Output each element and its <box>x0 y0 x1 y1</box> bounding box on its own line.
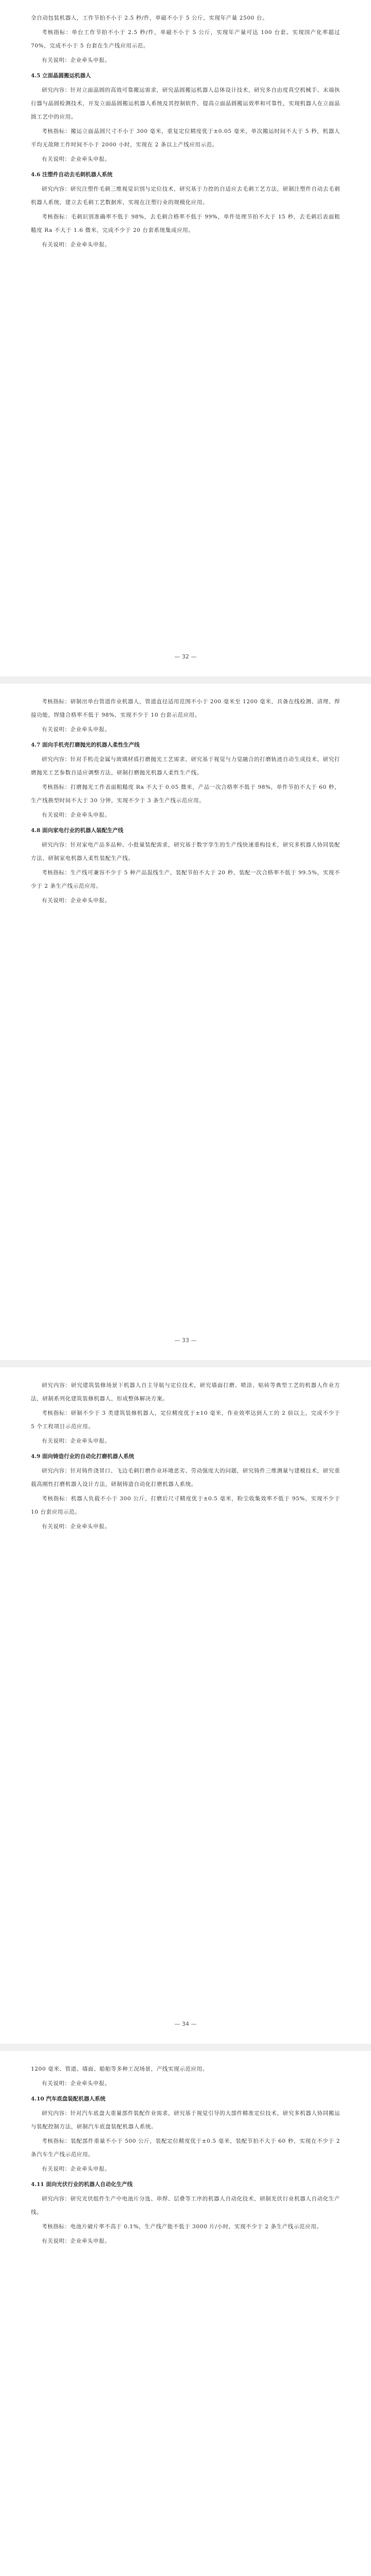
page-number: — 32 — <box>174 653 197 660</box>
page-body <box>31 695 340 908</box>
paragraph: 研究内容：研究注塑件毛刺三维视觉识别与定位技术，研究基于力控的自适应去毛刺工艺方法，研制注塑件自动去毛刺机器人系统，建立去毛刺工艺数据库，实现在注塑行业的规模化应用。 <box>31 186 340 206</box>
paragraph: 有关说明：企业牵头申报。 <box>42 1523 111 1530</box>
paragraph: 有关说明：企业牵头申报。 <box>42 1438 111 1444</box>
paragraph: 考核指标：打磨抛光工件表面粗糙度 Ra 不大于 0.05 微米，产品一次合格率不低于 98%，单件节拍不大于 60 秒，生产线换型时间不大于 30 分钟，实现不少于 3 条生产线示范应用。 <box>31 784 340 804</box>
paragraph: 考核指标：毛刺识别准确率不低于 98%，去毛刺合格率不低于 99%，单件处理节拍不大于 15 秒，去毛刺后表面粗糙度 Ra 不大于 1.6 微米，完成不少于 20 台套系统集成应用。 <box>31 214 340 233</box>
paragraph: 有关说明：企业牵头申报。 <box>42 2166 111 2172</box>
paragraph: 1200 毫米、管道、墙面、船舶等多种工况场景，产线实现示范应用。 <box>31 2066 208 2072</box>
section-heading: 4.11 面向光伏行业的机器人自动化生产线 <box>31 2181 133 2188</box>
page-body <box>31 1379 340 1534</box>
paragraph: 研究内容：针对汽车底盘大重量部件装配作业需求，研究基于视觉引导的大部件精准定位技术，研究多机器人协同搬运与装配控制方法，研制汽车底盘装配机器人系统。 <box>31 2110 340 2130</box>
document-page <box>0 2051 371 2576</box>
paragraph: 考核指标：装配部件重量不小于 500 公斤，装配定位精度优于±0.5 毫米，装配节拍不大于 60 秒，实现在不少于 2 条汽车生产线示范应用。 <box>31 2138 340 2158</box>
paragraph: 有关说明：企业牵头申报。 <box>42 57 111 63</box>
section-heading: 4.10 汽车底盘装配机器人系统 <box>31 2096 106 2102</box>
paragraph: 研究内容：针对立面晶圆的高效可靠搬运需求，研究晶圆搬运机器人总体设计技术，研究多自由度真空机械手、末端执行器与晶圆检测技术，开发立面晶圆搬运机器人系统及其控制软件，提高立面晶圆搬运效率和可靠性，实现机器人在立面晶圆工艺中的应用。 <box>31 87 340 120</box>
paragraph: 考核指标：电池片破片率不高于 0.1%，生产线产能不低于 3000 片/小时，实现不少于 2 条生产线示范应用。 <box>42 2224 323 2230</box>
page-number: — 34 — <box>174 2021 197 2027</box>
paragraph: 研究内容：针对铸件浇冒口、飞边毛刺打磨作业环境恶劣、劳动强度大的问题，研究铸件三维测量与建模技术，研究重载高刚性打磨机器人设计方法，研制铸造自动化打磨机器人系统。 <box>31 1468 340 1487</box>
paragraph: 考核指标：生产线可兼容不少于 5 种产品混线生产，装配节拍不大于 20 秒，装配一次合格率不低于 99.5%，实现不少于 2 条生产线示范应用。 <box>31 870 340 889</box>
section-heading: 4.9 面向铸造行业的自动化打磨机器人系统 <box>31 1453 134 1460</box>
section-heading: 4.6 注塑件自动去毛刺机器人系统 <box>31 172 113 178</box>
paragraph: 有关说明：企业牵头申报。 <box>42 242 111 248</box>
section-heading: 4.7 面向手机壳打磨抛光的机器人柔性生产线 <box>31 742 140 748</box>
section-heading: 4.5 立面晶圆搬运机器人 <box>31 73 91 79</box>
paragraph: 有关说明：企业牵头申报。 <box>42 156 111 162</box>
paragraph: 考核指标：搬运立面晶圆尺寸不小于 300 毫米，重复定位精度优于±0.05 毫米，单次搬运时间不大于 5 秒，机器人平均无故障工作时间不小于 2000 小时，实现在 2 条以上产线应用示范。 <box>31 128 340 148</box>
document-page <box>0 684 371 1367</box>
paragraph: 研究内容：研究建筑装修场景下机器人自主导航与定位技术，研究墙面打磨、喷涂、贴砖等典型工艺的机器人作业方法，研制系列化建筑装修机器人，形成整体解决方案。 <box>31 1382 340 1402</box>
paragraph: 考核指标：研制不少于 3 类建筑装修机器人，定位精度优于±10 毫米，作业效率达到人工的 2 倍以上，完成不少于 5 个工程项目示范应用。 <box>31 1410 340 1430</box>
paragraph: 考核指标：机器人负载不小于 300 公斤，打磨后尺寸精度优于±0.5 毫米，粉尘收集效率不低于 95%，实现不少于 10 台套应用示范。 <box>31 1496 340 1515</box>
paragraph: 考核指标：研制出单台管道作业机器人，管道直径适用范围不小于 200 毫米至 1200 毫米，具备在线检测、清理、焊接功能，焊缝合格率不低于 98%，实现不少于 10 台套示范应用。 <box>31 699 340 718</box>
page-body <box>31 11 340 252</box>
paragraph: 考核指标：单台工作节拍不小于 2.5 秒/件，单磁不小于 5 公斤，实现年产量可达 100 台套。实现国产化率超过 70%，完成不小于 5 台套在生产线应用示范。 <box>31 29 340 49</box>
paragraph: 研究内容：针对手机壳金属与玻璃材质打磨抛光工艺需求，研究基于视觉与力觉融合的打磨轨迹自动生成技术，研究打磨抛光工艺参数自适应调整方法，研制打磨抛光机器人柔性生产线。 <box>31 756 340 776</box>
document-page <box>0 0 371 684</box>
paragraph: 有关说明：企业牵头申报。 <box>42 897 111 904</box>
paragraph: 有关说明：企业牵头申报。 <box>42 2080 111 2087</box>
paragraph: 有关说明：企业牵头申报。 <box>42 812 111 818</box>
paragraph: 研究内容：研究光伏组件生产中电池片分选、串焊、层叠等工序的机器人自动化技术，研制光伏行业机器人自动化生产线。 <box>31 2196 340 2215</box>
paragraph: 有关说明：企业牵头申报。 <box>42 2238 111 2244</box>
section-heading: 4.8 面向家电行业的机器人装配生产线 <box>31 827 124 834</box>
paragraph: 有关说明：企业牵头申报。 <box>42 726 111 733</box>
page-body <box>31 2062 340 2249</box>
document-page <box>0 1367 371 2051</box>
paragraph: 研究内容：针对家电产品多品种、小批量装配需求，研究基于数字孪生的生产线快速重构技术，研究多机器人协同装配方法，研制家电机器人柔性装配生产线。 <box>31 842 340 861</box>
page-number: — 33 — <box>174 1337 197 1344</box>
paragraph: 全自动包装机器人，工作节拍不小于 2.5 秒/件，单磁不小于 5 公斤，实现年产量 2500 台。 <box>31 15 268 21</box>
